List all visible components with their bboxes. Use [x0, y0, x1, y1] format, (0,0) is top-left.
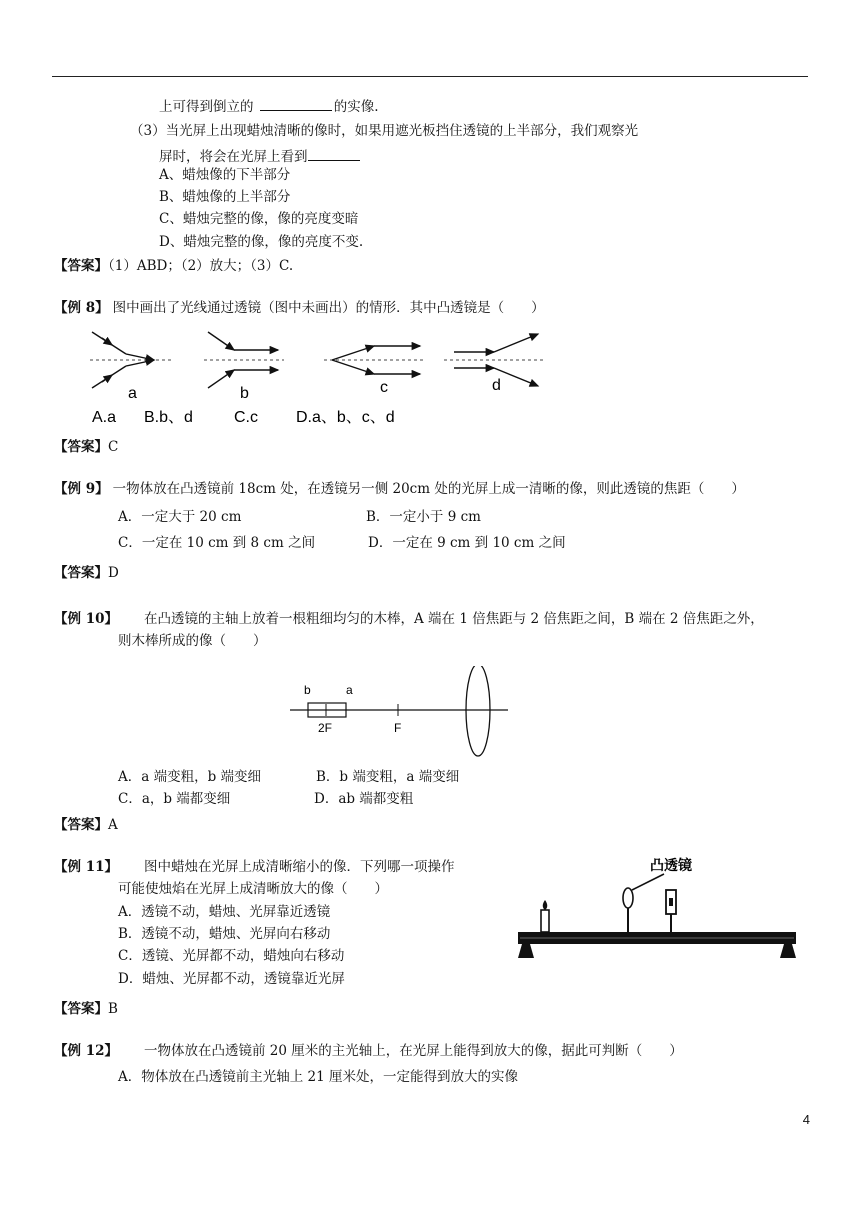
q7-line1 [159, 96, 379, 116]
ray-label-a: a [128, 385, 137, 402]
q8-fig-option-b: B.b、d [144, 409, 193, 426]
q8-stem: 图中画出了光线通过透镜（图中未画出）的情形．其中凸透镜是（ ） [112, 300, 545, 316]
q7-line1-pre: 上可得到倒立的 [159, 99, 258, 115]
answer-label: 【答案】 [54, 565, 108, 581]
convex-lens-label: 凸透镜 [650, 857, 692, 873]
q9-stem: 一物体放在凸透镜前 18cm 处，在透镜另一侧 20cm 处的光屏上成一清晰的像，则此透镜的焦距（ ） [112, 481, 745, 497]
answer-text: （1）ABD；（2）放大；（3）C. [108, 258, 294, 274]
q8-fig-option-d: D.a、b、c、d [296, 409, 395, 426]
answer-blank-1 [260, 96, 332, 111]
label-2f: 2F [318, 721, 333, 735]
q7-part3-line2 [159, 146, 360, 166]
answer-blank-2 [308, 146, 360, 161]
q9-option-b: B．一定小于 9 cm [366, 509, 481, 525]
lens [623, 888, 633, 908]
q12-stem: 一物体放在凸透镜前 20 厘米的主光轴上，在光屏上能得到放大的像，据此可判断（ ） [144, 1043, 683, 1059]
q7-option-b: B、蜡烛像的上半部分 [159, 189, 291, 205]
example-label: 【例 9】 [54, 481, 109, 497]
q9-answer [54, 564, 119, 582]
screen-image [669, 898, 673, 906]
answer-text: B [108, 1001, 118, 1017]
q7-option-a: A、蜡烛像的下半部分 [159, 167, 291, 183]
candle [541, 910, 549, 932]
q10-option-d: D．ab 端都变粗 [314, 791, 414, 807]
ray-diagram-d [444, 334, 546, 394]
ray-label-c: c [380, 379, 388, 396]
answer-text: C [108, 439, 119, 455]
example-label: 【例 10】 [54, 611, 118, 627]
q11-option-c: C．透镜、光屏都不动，蜡烛向右移动 [118, 948, 345, 964]
answer-label: 【答案】 [54, 258, 108, 274]
rod-end-a: a [346, 683, 353, 697]
convex-lens [466, 666, 490, 756]
header-rule [52, 76, 808, 77]
q10-stem-line2: 则木棒所成的像（ ） [118, 633, 267, 649]
candle-flame [543, 900, 548, 910]
q10-option-a: A．a 端变粗，b 端变细 [118, 769, 262, 785]
ray-label-d: d [492, 377, 501, 394]
answer-label: 【答案】 [54, 439, 108, 455]
q9-option-a: A．一定大于 20 cm [118, 509, 242, 525]
q11-stem-1: 图中蜡烛在光屏上成清晰缩小的像．下列哪一项操作 [144, 859, 455, 875]
q11-option-a: A．透镜不动，蜡烛、光屏靠近透镜 [118, 904, 331, 920]
q11-option-d: D．蜡烛、光屏都不动，透镜靠近光屏 [118, 971, 345, 987]
q10-stem-line1 [54, 610, 764, 628]
q10-answer [54, 816, 118, 834]
example-label: 【例 12】 [54, 1043, 118, 1059]
answer-label: 【答案】 [54, 1001, 108, 1017]
rod-end-b: b [304, 683, 311, 697]
q7-answer [54, 257, 293, 275]
q8-ray-figure [84, 326, 554, 428]
answer-text: D [108, 565, 119, 581]
q8-fig-option-c: C.c [234, 409, 258, 426]
q7-option-c: C、蜡烛完整的像，像的亮度变暗 [159, 211, 359, 227]
q11-answer [54, 1000, 118, 1018]
q7-part3-line2-text: 屏时，将会在光屏上看到 [159, 149, 308, 165]
page-number: 4 [802, 1112, 810, 1127]
q7-part3-line1: （3）当光屏上出现蜡烛清晰的像时，如果用遮光板挡住透镜的上半部分，我们观察光 [130, 123, 639, 139]
bench-leg-right [780, 944, 796, 958]
answer-label: 【答案】 [54, 817, 108, 833]
q8-answer [54, 438, 118, 456]
q9-stem-line [54, 480, 745, 498]
q8-fig-option-a: A.a [92, 409, 117, 426]
q7-line1-post: 的实像. [333, 99, 379, 115]
q11-stem-line2: 可能使烛焰在光屏上成清晰放大的像（ ） [118, 881, 388, 897]
q11-option-b: B．透镜不动，蜡烛、光屏向右移动 [118, 926, 331, 942]
bench-leg-left [518, 944, 534, 958]
example-label: 【例 11】 [54, 859, 118, 875]
ray-diagram-c [324, 346, 424, 396]
ray-diagram-b [204, 332, 284, 402]
ray-label-b: b [240, 385, 249, 402]
q11-stem-line1 [54, 858, 455, 876]
example-label: 【例 8】 [54, 300, 109, 316]
q10-option-c: C．a，b 端都变细 [118, 791, 231, 807]
q12-stem-line [54, 1042, 683, 1060]
label-pointer [632, 874, 664, 890]
q9-option-d: D．一定在 9 cm 到 10 cm 之间 [368, 535, 566, 551]
q9-option-c: C．一定在 10 cm 到 8 cm 之间 [118, 535, 316, 551]
q8-stem-line [54, 299, 545, 317]
q10-option-b: B．b 端变粗，a 端变细 [316, 769, 460, 785]
q7-option-d: D、蜡烛完整的像，像的亮度不变. [159, 234, 364, 250]
q12-option-a: A．物体放在凸透镜前主光轴上 21 厘米处，一定能得到放大的实像 [118, 1069, 519, 1085]
label-f: F [394, 721, 402, 735]
ray-diagram-a [90, 332, 174, 402]
q11-optical-bench-figure [514, 848, 804, 964]
q10-lens-figure [286, 666, 512, 762]
q10-stem-1: 在凸透镜的主轴上放着一根粗细均匀的木棒，A 端在 1 倍焦距与 2 倍焦距之间，B 端在 2 倍焦距之外， [144, 611, 764, 627]
answer-text: A [108, 817, 118, 833]
